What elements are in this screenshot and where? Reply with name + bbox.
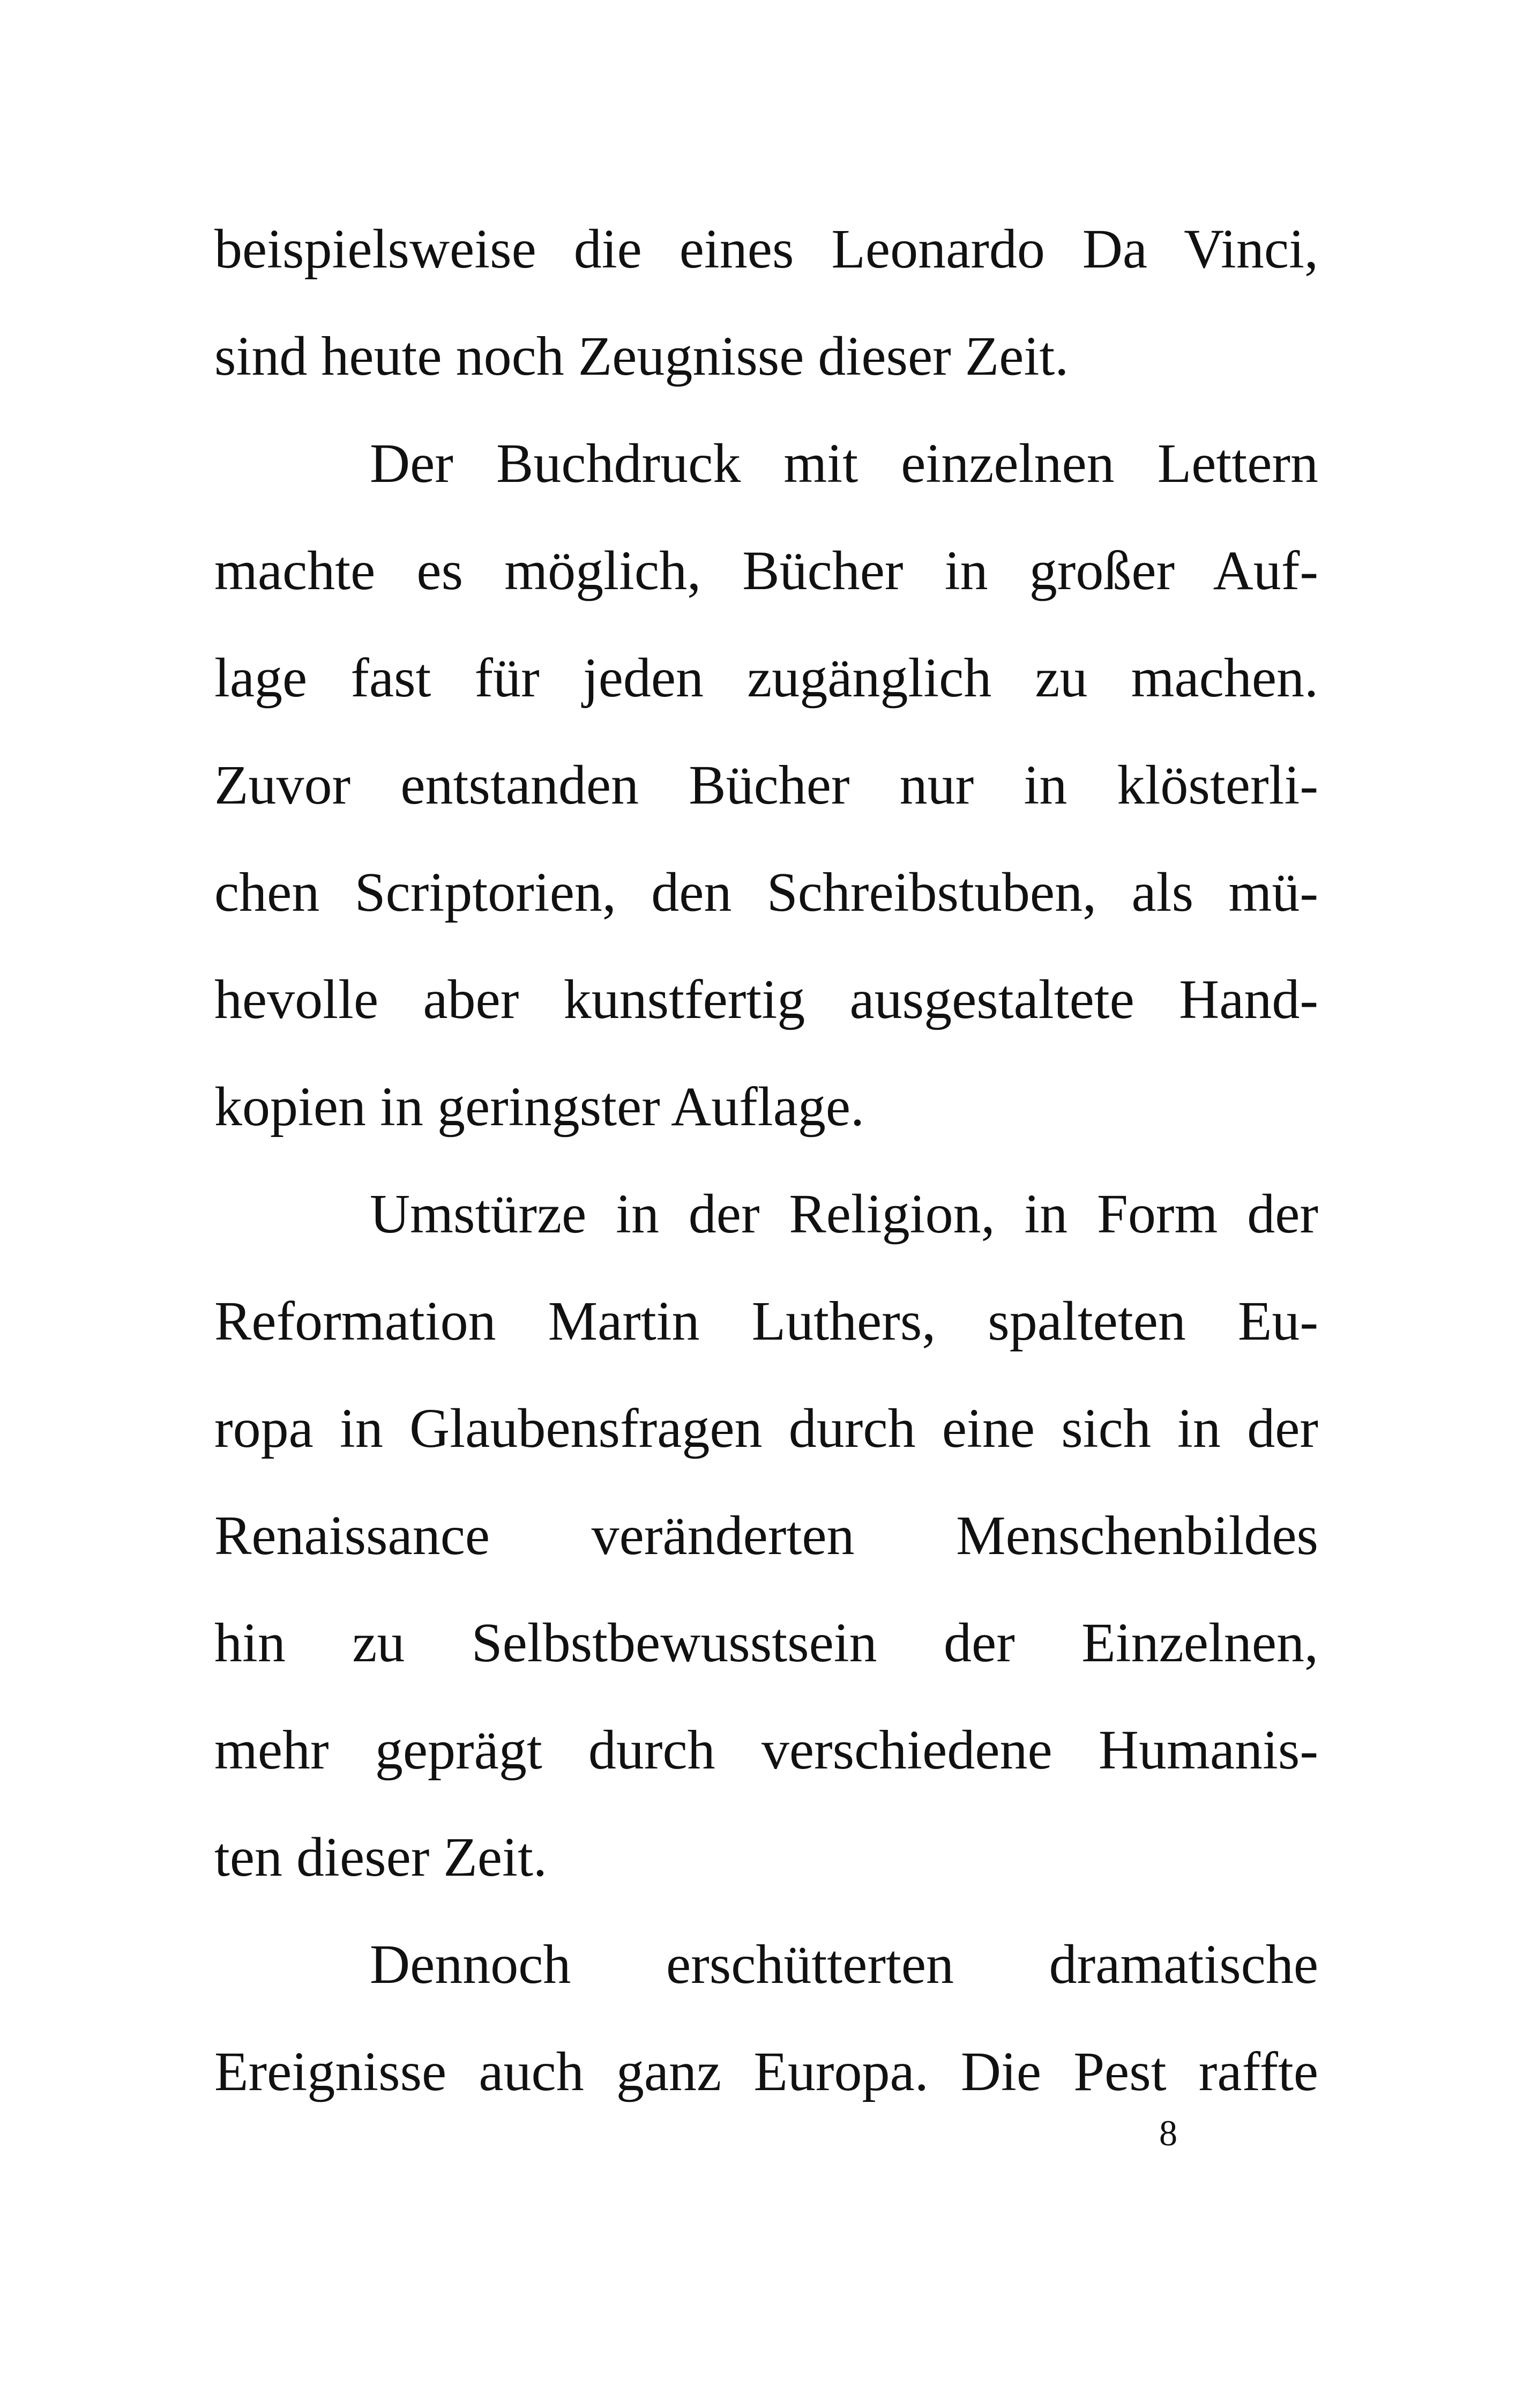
text-line: Reformation Martin Luthers, spalteten Eu- <box>214 1290 1318 1352</box>
text-line: chen Scriptorien, den Schreibstuben, als mü- <box>214 861 1318 923</box>
text-line: hevolle aber kunstfertig ausgestaltete Hand- <box>214 969 1318 1030</box>
text-line: beispielsweise die eines Leonardo Da Vinci, <box>214 218 1318 280</box>
text-line: kopien in geringster Auflage. <box>214 1076 865 1138</box>
text-line: mehr geprägt durch verschiedene Humanis- <box>214 1719 1318 1781</box>
text-line: ropa in Glaubensfragen durch eine sich in der <box>214 1398 1318 1459</box>
text-line: ten dieser Zeit. <box>214 1826 547 1888</box>
text-line: sind heute noch Zeugnisse dieser Zeit. <box>214 325 1069 387</box>
text-line: Umstürze in der Religion, in Form der <box>370 1183 1318 1245</box>
text-line: Dennoch erschütterten dramatische <box>370 1934 1318 1995</box>
text-line: Ereignisse auch ganz Europa. Die Pest raffte <box>214 2041 1318 2102</box>
text-line: Zuvor entstanden Bücher nur in klösterli- <box>214 754 1318 816</box>
text-line: machte es möglich, Bücher in großer Auf- <box>214 540 1318 601</box>
page-number: 8 <box>1159 2113 1177 2153</box>
text-line: Der Buchdruck mit einzelnen Lettern <box>370 433 1318 494</box>
text-line: hin zu Selbstbewusstsein der Einzelnen, <box>214 1612 1318 1674</box>
text-line: Renaissance veränderten Menschenbildes <box>214 1505 1318 1566</box>
text-line: lage fast für jeden zugänglich zu machen. <box>214 647 1318 709</box>
